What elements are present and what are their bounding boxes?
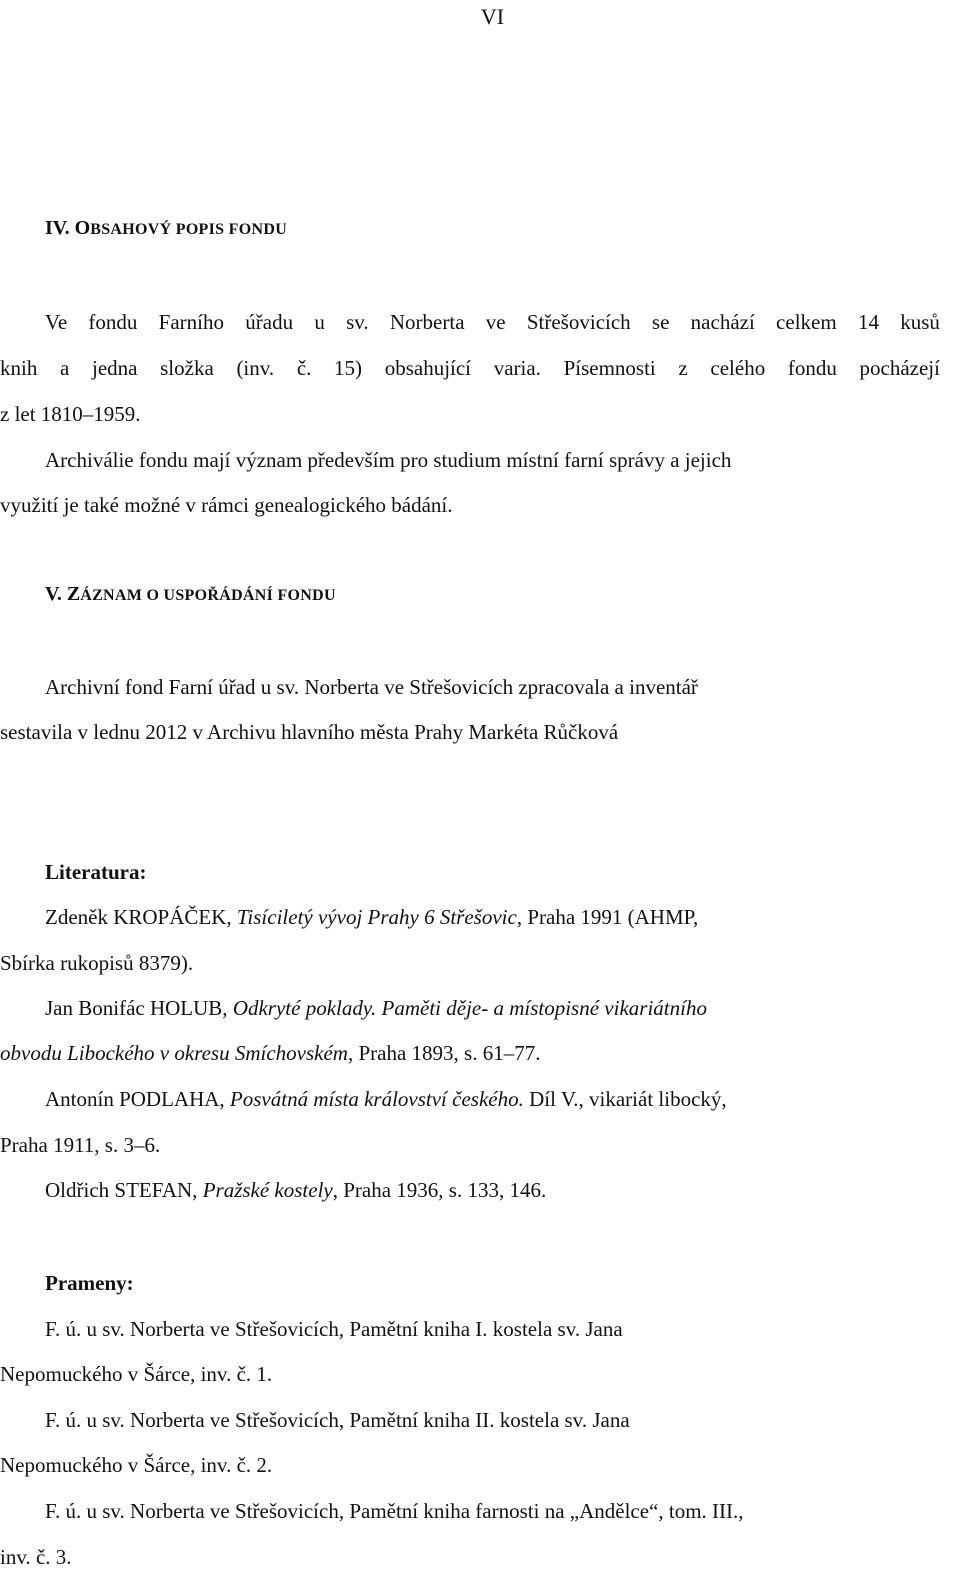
- word: sv.: [346, 310, 369, 334]
- prameny-entry-3-line1: F. ú. u sv. Norberta ve Střešovicích, Pamětní kniha farnosti na „Andělce“, tom. III.,: [45, 1499, 744, 1523]
- prameny-entry-1-line2: Nepomuckého v Šárce, inv. č. 1.: [0, 1362, 273, 1386]
- section-iv-heading: [45, 218, 287, 238]
- prameny-entry-1-line1: F. ú. u sv. Norberta ve Střešovicích, Pamětní kniha I. kostela sv. Jana: [45, 1317, 623, 1341]
- literatura-entry-3-line1: [45, 1089, 727, 1110]
- section-v-line1: Archivní fond Farní úřad u sv. Norberta ve Střešovicích zpracovala a inventář: [45, 675, 698, 699]
- word: celého: [710, 356, 766, 380]
- prameny-heading: Prameny:: [45, 1271, 134, 1295]
- section-iv-title-rest: BSAHOVÝ POPIS FONDU: [90, 221, 288, 238]
- entry-author: Oldřich STEFAN,: [45, 1178, 203, 1202]
- entry-title: Pražské kostely: [202, 1178, 333, 1202]
- word: obsahující: [384, 356, 472, 380]
- word: celkem: [776, 310, 837, 334]
- literatura-heading: Literatura:: [45, 860, 147, 884]
- section-iv-p1-line3: z let 1810–1959.: [0, 402, 141, 426]
- word: jedna: [91, 356, 138, 380]
- word: složka: [160, 356, 214, 380]
- literatura-entry-1-line1: [45, 907, 698, 928]
- entry-title: Posvátná místa království českého.: [229, 1087, 524, 1111]
- entry-rest: , Praha 1936, s. 133, 146.: [332, 1178, 547, 1202]
- entry-author: Zdeněk KROPÁČEK,: [45, 905, 237, 929]
- section-v-heading: [45, 584, 336, 604]
- literatura-entry-4-line1: [45, 1180, 546, 1201]
- word: ve: [485, 310, 506, 334]
- word: 15): [334, 356, 363, 380]
- word: Farního: [158, 310, 224, 334]
- word: fondu: [787, 356, 837, 380]
- entry-author: Antonín PODLAHA,: [45, 1087, 230, 1111]
- word: se: [651, 310, 670, 334]
- entry-rest: , Praha 1893, s. 61–77.: [347, 1041, 541, 1065]
- prameny-entry-2-line2: Nepomuckého v Šárce, inv. č. 2.: [0, 1453, 273, 1477]
- word: č.: [296, 356, 312, 380]
- entry-title: Odkryté poklady. Paměti děje- a místopisné vikariátního: [232, 996, 707, 1020]
- page-number: VI: [480, 4, 505, 29]
- word: u: [314, 310, 325, 334]
- section-iv-p1-line2: [0, 358, 940, 379]
- section-v-title-initial: Z: [66, 583, 81, 605]
- section-iv-number: IV.: [45, 217, 70, 239]
- entry-title: Tisíciletý vývoj Prahy 6 Střešovic: [236, 905, 517, 929]
- word: fondu: [88, 310, 138, 334]
- literatura-entry-3-line2: Praha 1911, s. 3–6.: [0, 1133, 161, 1157]
- prameny-entry-2-line1: F. ú. u sv. Norberta ve Střešovicích, Pamětní kniha II. kostela sv. Jana: [45, 1408, 630, 1432]
- word: a: [60, 356, 70, 380]
- entry-title-cont: obvodu Libockého v okresu Smíchovském: [0, 1041, 348, 1065]
- word: (inv.: [236, 356, 275, 380]
- word: Písemnosti: [563, 356, 656, 380]
- entry-rest: Díl V., vikariát libocký,: [523, 1087, 727, 1111]
- word: Ve: [45, 310, 68, 334]
- word: pocházejí: [859, 356, 940, 380]
- section-v-line2: sestavila v lednu 2012 v Archivu hlavního města Prahy Markéta Růčková: [0, 720, 619, 744]
- section-iv-p1-line1: [45, 312, 940, 333]
- section-iv-p2-line1: Archiválie fondu mají význam především pro studium místní farní správy a jejich: [45, 448, 732, 472]
- word: Norberta: [389, 310, 465, 334]
- word: knih: [0, 356, 38, 380]
- word: kusů: [900, 310, 940, 334]
- word: varia.: [493, 356, 541, 380]
- section-iv-p2-line2: využití je také možné v rámci genealogického bádání.: [0, 493, 453, 517]
- literatura-entry-2-line1: [45, 998, 707, 1019]
- word: Střešovicích: [526, 310, 631, 334]
- word: 14: [857, 310, 879, 334]
- section-v-title-rest: ÁZNAM O USPOŘÁDÁNÍ FONDU: [80, 587, 336, 604]
- word: úřadu: [245, 310, 294, 334]
- literatura-entry-2-line2: [0, 1043, 540, 1064]
- entry-author: Jan Bonifác HOLUB,: [45, 996, 233, 1020]
- entry-rest: , Praha 1991 (AHMP,: [516, 905, 699, 929]
- word: nachází: [690, 310, 755, 334]
- section-v-number: V.: [45, 583, 62, 605]
- prameny-entry-3-line2: inv. č. 3.: [0, 1545, 72, 1569]
- section-iv-title-initial: O: [74, 217, 91, 239]
- word: z: [678, 356, 688, 380]
- literatura-entry-1-line2: Sbírka rukopisů 8379).: [0, 951, 194, 975]
